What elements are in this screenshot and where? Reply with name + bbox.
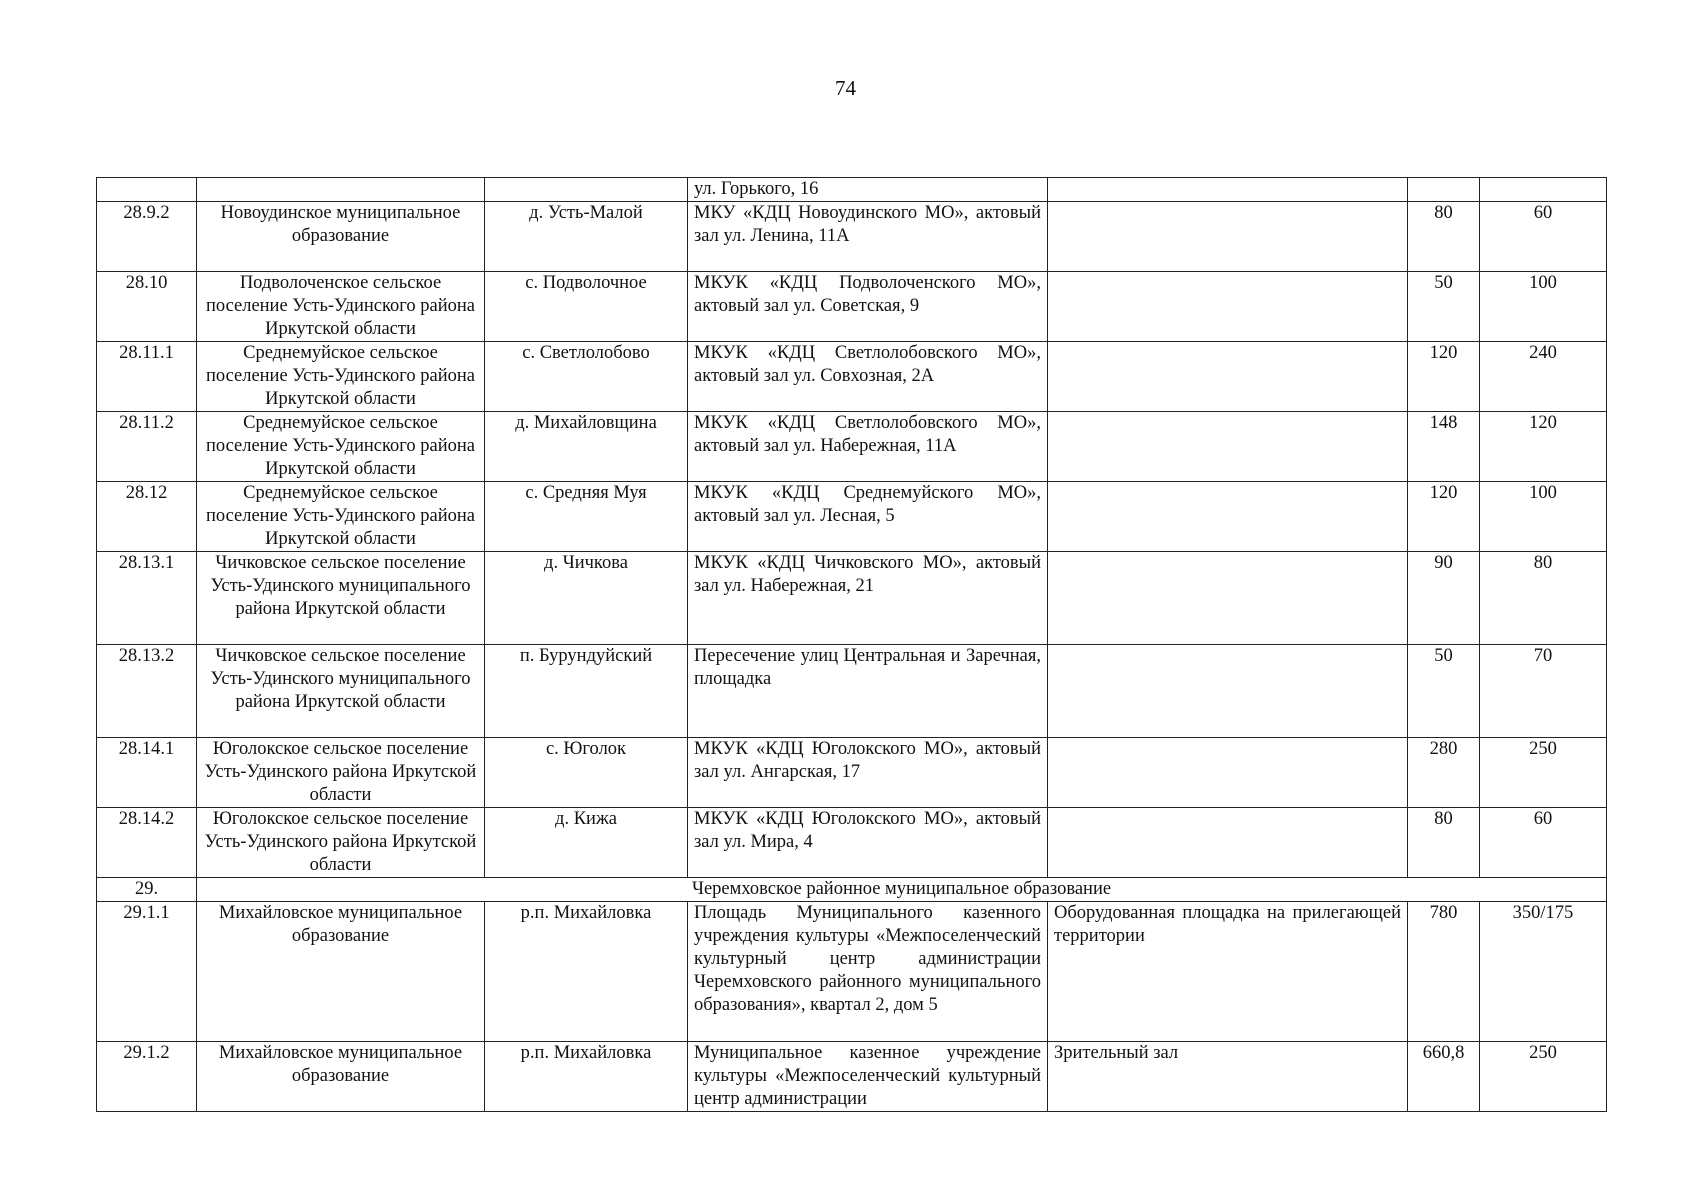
cell-area-sqm: 50 [1408,272,1480,342]
cell-locality: р.п. Михайловка [485,1042,688,1112]
table-row [97,178,1607,202]
cell-venue-type [1048,342,1408,412]
cell-municipality: Среднемуйское сельское поселение Усть-Удинского района Иркутской области [197,482,485,552]
cell-venue-address: Площадь Муниципального казенного учреждения культуры «Межпоселенческий культурный центр администрации Черемховского районного муниципального образования», квартал 2, дом 5 [688,902,1048,1042]
cell-venue-type [1048,178,1408,202]
cell-capacity: 70 [1480,645,1607,738]
cell-municipality [197,178,485,202]
cell-locality [485,178,688,202]
cell-locality: д. Кижа [485,808,688,878]
cell-locality: д. Чичкова [485,552,688,645]
cell-capacity: 100 [1480,482,1607,552]
cell-venue-address: МКУК «КДЦ Среднемуйского МО», актовый зал ул. Лесная, 5 [688,482,1048,552]
cell-venue-type [1048,552,1408,645]
cell-venue-type [1048,738,1408,808]
cell-capacity: 250 [1480,1042,1607,1112]
cell-locality: с. Юголок [485,738,688,808]
cell-venue-type: Оборудованная площадка на прилегающей территории [1048,902,1408,1042]
table-row [97,552,1607,645]
section-row [97,878,1607,902]
table-row [97,272,1607,342]
cell-capacity: 80 [1480,552,1607,645]
cell-venue-type [1048,272,1408,342]
cell-row-number: 28.9.2 [97,202,197,272]
cell-row-number: 28.13.2 [97,645,197,738]
cell-locality: с. Светлолобово [485,342,688,412]
cell-row-number [97,178,197,202]
cell-capacity: 350/175 [1480,902,1607,1042]
cell-locality: д. Михайловщина [485,412,688,482]
cell-capacity: 60 [1480,808,1607,878]
cell-venue-address: МКУК «КДЦ Подволоченского МО», актовый зал ул. Советская, 9 [688,272,1048,342]
cell-venue-type [1048,202,1408,272]
cell-capacity: 100 [1480,272,1607,342]
cell-venue-type [1048,412,1408,482]
cell-row-number: 29.1.1 [97,902,197,1042]
cell-row-number: 28.11.2 [97,412,197,482]
cell-municipality: Среднемуйское сельское поселение Усть-Удинского района Иркутской области [197,342,485,412]
cell-capacity [1480,178,1607,202]
cell-municipality: Юголокское сельское поселение Усть-Удинского района Иркутской области [197,738,485,808]
cell-area-sqm: 120 [1408,482,1480,552]
cell-capacity: 250 [1480,738,1607,808]
table-row [97,808,1607,878]
cell-venue-address: МКУК «КДЦ Чичковского МО», актовый зал ул. Набережная, 21 [688,552,1048,645]
cell-venue-address: МКУК «КДЦ Юголокского МО», актовый зал ул. Мира, 4 [688,808,1048,878]
cell-locality: р.п. Михайловка [485,902,688,1042]
cell-municipality: Михайловское муниципальное образование [197,902,485,1042]
page-number: 74 [835,76,856,100]
cell-venue-type: Зрительный зал [1048,1042,1408,1112]
cell-venue-address: Муниципальное казенное учреждение культуры «Межпоселенческий культурный центр администрации [688,1042,1048,1112]
table-row [97,482,1607,552]
cell-municipality: Михайловское муниципальное образование [197,1042,485,1112]
cell-municipality: Новоудинское муниципальное образование [197,202,485,272]
cell-municipality: Чичковское сельское поселение Усть-Удинского муниципального района Иркутской области [197,552,485,645]
cell-area-sqm: 50 [1408,645,1480,738]
table-row [97,412,1607,482]
cell-venue-address: МКУК «КДЦ Юголокского МО», актовый зал ул. Ангарская, 17 [688,738,1048,808]
cell-locality: д. Усть-Малой [485,202,688,272]
cell-area-sqm: 280 [1408,738,1480,808]
cell-row-number: 28.11.1 [97,342,197,412]
cell-capacity: 240 [1480,342,1607,412]
cell-row-number: 28.13.1 [97,552,197,645]
cell-venue-address: МКУ «КДЦ Новоудинского МО», актовый зал ул. Ленина, 11А [688,202,1048,272]
cell-row-number: 28.14.1 [97,738,197,808]
cell-row-number: 29.1.2 [97,1042,197,1112]
cell-capacity: 60 [1480,202,1607,272]
cell-area-sqm: 120 [1408,342,1480,412]
cell-area-sqm: 80 [1408,808,1480,878]
table-row [97,902,1607,1042]
cell-municipality: Юголокское сельское поселение Усть-Удинского района Иркутской области [197,808,485,878]
cell-venue-address: ул. Горького, 16 [688,178,1048,202]
cell-row-number: 28.14.2 [97,808,197,878]
cell-venue-type [1048,482,1408,552]
cell-capacity: 120 [1480,412,1607,482]
cell-venue-type [1048,808,1408,878]
table-row [97,342,1607,412]
cell-municipality: Среднемуйское сельское поселение Усть-Удинского района Иркутской области [197,412,485,482]
table-row [97,1042,1607,1112]
cell-locality: с. Средняя Муя [485,482,688,552]
table-row [97,645,1607,738]
cell-venue-address: МКУК «КДЦ Светлолобовского МО», актовый зал ул. Набережная, 11А [688,412,1048,482]
table-row [97,738,1607,808]
cell-venue-address: МКУК «КДЦ Светлолобовского МО», актовый зал ул. Совхозная, 2А [688,342,1048,412]
cell-municipality: Подволоченское сельское поселение Усть-Удинского района Иркутской области [197,272,485,342]
cell-area-sqm [1408,178,1480,202]
cell-municipality: Чичковское сельское поселение Усть-Удинского муниципального района Иркутской области [197,645,485,738]
cell-area-sqm: 148 [1408,412,1480,482]
cell-row-number: 28.12 [97,482,197,552]
table-row [97,202,1607,272]
cell-locality: с. Подволочное [485,272,688,342]
section-title: Черемховское районное муниципальное образование [197,878,1607,902]
cell-locality: п. Бурундуйский [485,645,688,738]
cell-area-sqm: 780 [1408,902,1480,1042]
venues-table [96,177,1607,1112]
cell-area-sqm: 660,8 [1408,1042,1480,1112]
section-number: 29. [97,878,197,902]
cell-venue-type [1048,645,1408,738]
cell-area-sqm: 80 [1408,202,1480,272]
cell-venue-address: Пересечение улиц Центральная и Заречная, площадка [688,645,1048,738]
cell-row-number: 28.10 [97,272,197,342]
cell-area-sqm: 90 [1408,552,1480,645]
